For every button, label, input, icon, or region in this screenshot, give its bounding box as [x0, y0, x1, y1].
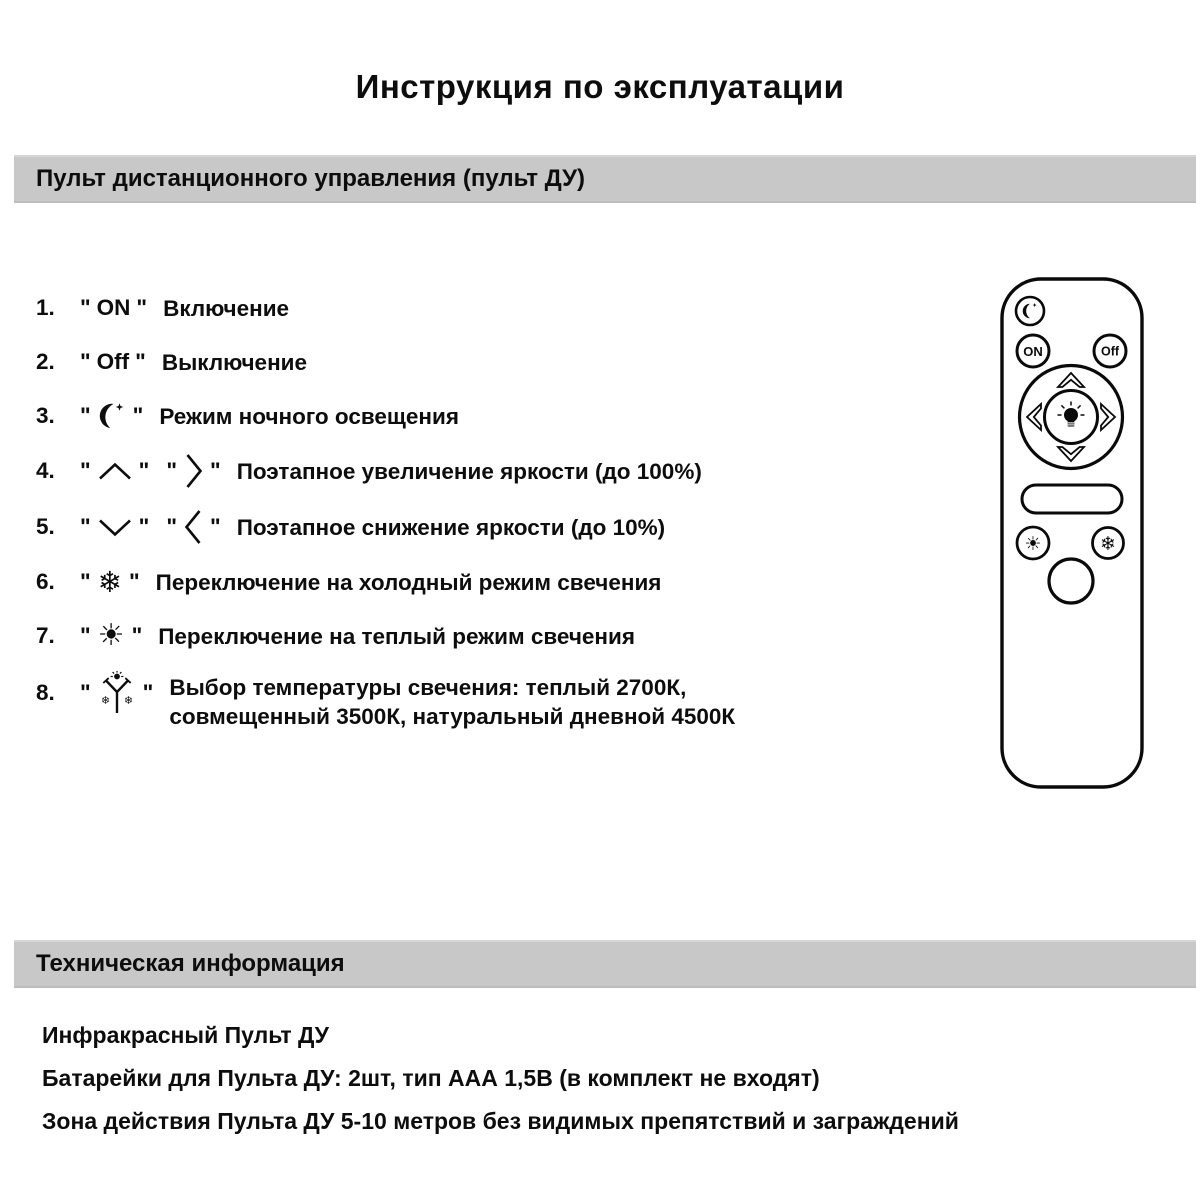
- item-number: 1.: [36, 295, 55, 320]
- item-label-wrap: [169, 673, 735, 731]
- quote-mark: ": [166, 458, 178, 483]
- item-label-wrap: [159, 402, 459, 431]
- key-icon-holder: [97, 564, 122, 599]
- chevron-up-icon: [98, 462, 132, 481]
- key-icon-holder: [97, 618, 125, 653]
- quote-mark: ": [138, 514, 150, 539]
- item-label-wrap: [163, 294, 289, 323]
- item-number: 5.: [36, 514, 55, 539]
- item-label: Режим ночного освещения: [159, 403, 459, 429]
- section-heading-tech-text: Техническая информация: [36, 950, 345, 977]
- key-reference: [76, 402, 147, 430]
- quote-mark: ": [136, 295, 148, 320]
- instruction-item: [36, 291, 956, 325]
- off-button-label: Off: [1100, 344, 1120, 359]
- key-reference: [76, 295, 151, 321]
- pill-button: [1022, 485, 1122, 513]
- item-keys: [76, 453, 225, 489]
- quote-mark: ": [166, 514, 178, 539]
- item-keys: [76, 349, 150, 375]
- item-label: Выключение: [161, 349, 308, 375]
- instruction-item: [36, 345, 956, 379]
- aux-round-button: [1049, 559, 1093, 603]
- snowflake-icon: ❄: [1100, 533, 1116, 555]
- item-label-wrap: [162, 348, 307, 377]
- item-number: 2.: [36, 349, 55, 374]
- item-label-wrap: [158, 622, 635, 651]
- night-mode-button: [1016, 297, 1044, 325]
- item-label-wrap: [237, 513, 665, 542]
- item-keys: [76, 618, 146, 653]
- tech-info-line: Батарейки для Пульта ДУ: 2шт, тип ААА 1,5В (в комплект не входят): [42, 1065, 820, 1091]
- quote-mark: ": [80, 295, 91, 320]
- instruction-item: [36, 619, 956, 653]
- item-keys: [76, 673, 157, 713]
- quote-mark: ": [210, 458, 221, 483]
- key-icon-holder: [98, 671, 136, 715]
- quote-mark: ": [80, 458, 91, 483]
- key-reference: [162, 453, 224, 489]
- tech-info-line: Зона действия Пульта ДУ 5-10 метров без видимых препятствий и заграждений: [42, 1108, 959, 1134]
- quote-mark: ": [80, 569, 91, 594]
- page-title: Инструкция по эксплуатации: [355, 68, 845, 105]
- instruction-item: [36, 453, 956, 489]
- dpad: [1020, 366, 1123, 469]
- svg-text:❄: ❄: [100, 694, 110, 707]
- key-label: ON: [96, 295, 131, 320]
- remote-control-drawing: [999, 276, 1145, 790]
- instruction-item: [36, 673, 956, 731]
- item-label: Переключение на холодный режим свечения: [155, 569, 662, 595]
- instruction-item: [36, 565, 956, 599]
- tech-info-line: Инфракрасный Пульт ДУ: [42, 1022, 329, 1048]
- key-icon-holder: [98, 518, 132, 537]
- tech-info-block: [42, 1022, 1162, 1151]
- item-label: Поэтапное увеличение яркости (до 100%): [236, 458, 702, 484]
- quote-mark: ": [80, 623, 91, 648]
- cold-mode-button: [1093, 528, 1124, 559]
- key-reference: [76, 349, 150, 375]
- crescent-moon-icon: [98, 402, 126, 430]
- key-label: Off: [96, 349, 130, 374]
- sun-icon: ☀: [1024, 533, 1042, 555]
- item-keys: [76, 295, 151, 321]
- item-keys: [76, 564, 144, 599]
- snowflake-icon: ❄: [97, 564, 122, 599]
- quote-mark: ": [210, 514, 221, 539]
- remote-illustration: [999, 276, 1145, 790]
- item-number: 7.: [36, 623, 55, 648]
- item-label: Поэтапное снижение яркости (до 10%): [236, 514, 666, 540]
- quote-mark: ": [132, 403, 144, 428]
- item-label: Включение: [163, 295, 290, 321]
- remote-functions-list: [36, 291, 956, 751]
- item-label-wrap: [156, 568, 662, 597]
- sun-icon: ☀: [97, 618, 125, 653]
- chevron-down-icon: [98, 518, 132, 537]
- key-icon-holder: [184, 453, 203, 489]
- quote-mark: ": [80, 349, 91, 374]
- section-heading-remote: [14, 155, 1196, 203]
- item-number: 8.: [36, 680, 55, 705]
- temperature-select-icon: [98, 671, 136, 715]
- item-label: Переключение на теплый режим свечения: [158, 623, 635, 649]
- key-reference: [76, 514, 153, 540]
- quote-mark: ": [80, 403, 91, 428]
- chevron-right-icon: [184, 453, 203, 489]
- item-label-line2: совмещенный 3500К, натуральный дневной 4500К: [169, 704, 736, 729]
- on-button: [1017, 335, 1049, 367]
- quote-mark: ": [128, 569, 140, 594]
- quote-mark: ": [138, 458, 150, 483]
- instruction-item: [36, 399, 956, 433]
- svg-text:❄: ❄: [123, 694, 133, 707]
- key-icon-holder: [184, 509, 203, 545]
- quote-mark: ": [80, 680, 91, 705]
- item-label: Выбор температуры свечения: теплый 2700К,: [169, 675, 687, 700]
- key-icon-holder: [98, 402, 126, 430]
- key-reference: [76, 671, 157, 715]
- chevron-left-icon: [184, 509, 203, 545]
- item-number: 4.: [36, 458, 55, 483]
- section-heading-remote-text: Пульт дистанционного управления (пульт ДУ): [36, 165, 585, 192]
- quote-mark: ": [135, 349, 146, 374]
- on-button-label: ON: [1023, 344, 1043, 359]
- warm-mode-button: [1017, 527, 1049, 559]
- quote-mark: ": [131, 623, 143, 648]
- item-number: 3.: [36, 403, 55, 428]
- key-reference: [76, 564, 144, 599]
- quote-mark: ": [142, 680, 154, 705]
- key-reference: [76, 458, 153, 484]
- item-keys: [76, 402, 147, 430]
- section-heading-tech: [14, 940, 1196, 988]
- item-keys: [76, 509, 225, 545]
- key-reference: [76, 618, 146, 653]
- item-number: 6.: [36, 569, 55, 594]
- instruction-item: [36, 509, 956, 545]
- quote-mark: ": [80, 514, 91, 539]
- off-button: [1094, 335, 1126, 367]
- key-icon-holder: [98, 462, 132, 481]
- item-label-wrap: [237, 457, 702, 486]
- key-reference: [162, 509, 224, 545]
